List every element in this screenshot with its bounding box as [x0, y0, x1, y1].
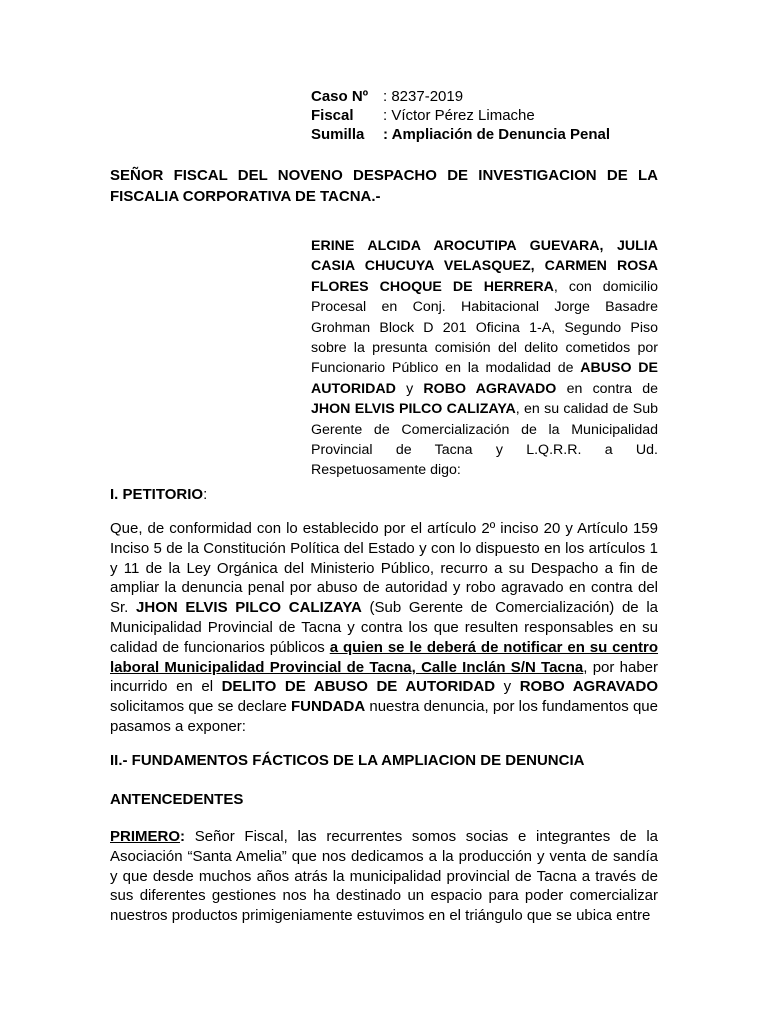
sumilla-label: Sumilla — [311, 126, 365, 143]
primero-paragraph — [110, 827, 658, 926]
case-header — [311, 87, 610, 144]
sumilla-value: : Ampliación de Denuncia Penal — [383, 126, 610, 143]
fiscal-value: : Víctor Pérez Limache — [383, 107, 535, 124]
section-petitorio-title — [110, 486, 207, 503]
parties-text: y — [395, 380, 424, 397]
offense-robbery: ROBO AGRAVADO — [519, 678, 658, 696]
fundada-word: FUNDADA — [291, 698, 366, 716]
antecedentes-title: ANTENCEDENTES — [110, 791, 244, 808]
parties-text: , con domicilio Procesal en Conj. Habitacional Jorge Basadre Grohman Block D 201 Oficina 1-A, Segundo Piso sobre la presunta comisión del delito cometidos por Funcionario Público en la modalidad de — [311, 278, 658, 377]
offense-abuse: DELITO DE ABUSO DE AUTORIDAD — [221, 678, 496, 696]
fiscal-label: Fiscal — [311, 107, 354, 124]
parties-text: en contra de — [556, 380, 658, 397]
case-number-label: Caso Nº — [311, 88, 369, 105]
section-title-colon: : — [203, 486, 208, 503]
section-title-text: I. PETITORIO — [110, 486, 204, 503]
petitorio-text: (Sub Gerente de Comercialización) de la Municipalidad Provincial de Tacna y contra los que resulten responsables en su calidad de funcionarios públicos — [110, 599, 658, 656]
primero-text: Señor Fiscal, las recurrentes somos socias e integrantes de la Asociación “Santa Amelia” que nos dedicamos a la producción y venta de sandía y que desde muchos años atrás la municipalidad provincial de Tacna a través de sus diferentes gestiones nos ha destinado un espacio para poder comercializar nuestros productos primigeniamente estuvimos en el triángulo que se ubica entre — [110, 828, 658, 925]
petitorio-paragraph — [110, 519, 658, 737]
accused-name: JHON ELVIS PILCO CALIZAYA — [311, 401, 516, 418]
case-number-row — [311, 87, 610, 106]
case-number-value: : 8237-2019 — [383, 88, 464, 105]
parties-paragraph — [311, 236, 658, 481]
complainant-names: ERINE ALCIDA AROCUTIPA GUEVARA, JULIA CASIA CHUCUYA VELASQUEZ, CARMEN ROSA FLORES CHOQUE DE HERRERA — [311, 238, 658, 295]
petitorio-text: , por haber incurrido en el — [110, 658, 659, 696]
primero-colon: : — [180, 828, 186, 845]
addressee: SEÑOR FISCAL DEL NOVENO DESPACHO DE INVESTIGACION DE LA FISCALIA CORPORATIVA DE TACNA.- — [110, 167, 658, 205]
sumilla-row — [311, 125, 610, 144]
petitorio-text: y — [495, 678, 520, 696]
petitorio-text: solicitamos que se declare — [110, 698, 291, 716]
section-fundamentos-title: II.- FUNDAMENTOS FÁCTICOS DE LA AMPLIACION DE DENUNCIA — [110, 752, 585, 769]
primero-label: PRIMERO — [110, 828, 181, 845]
notification-address: a quien se le deberá de notificar en su centro laboral Municipalidad Provincial de Tacna, Calle Inclán S/N Tacna — [110, 638, 659, 676]
offense-abuse: ABUSO DE AUTORIDAD — [311, 360, 659, 397]
fiscal-row — [311, 106, 610, 125]
petitorio-text: Que, de conformidad con lo establecido por el artículo 2º inciso 20 y Artículo 159 Inciso 5 de la Constitución Política del Estado y con lo dispuesto en los artículos 1 y 11 de la Ley Orgánica del Ministerio Público, recurro a su Despacho a fin de ampliar la denuncia penal por abuso de autoridad y robo agravado en contra del Sr. — [110, 520, 658, 617]
parties-text: , en su calidad de Sub Gerente de Comercialización de la Municipalidad Provincial de Tacna y L.Q.R.R. a Ud. Respetuosamente digo: — [311, 401, 659, 479]
accused-name: JHON ELVIS PILCO CALIZAYA — [136, 599, 362, 617]
petitorio-text: nuestra denuncia, por los fundamentos que pasamos a exponer: — [110, 698, 658, 735]
offense-robbery: ROBO AGRAVADO — [423, 380, 557, 397]
